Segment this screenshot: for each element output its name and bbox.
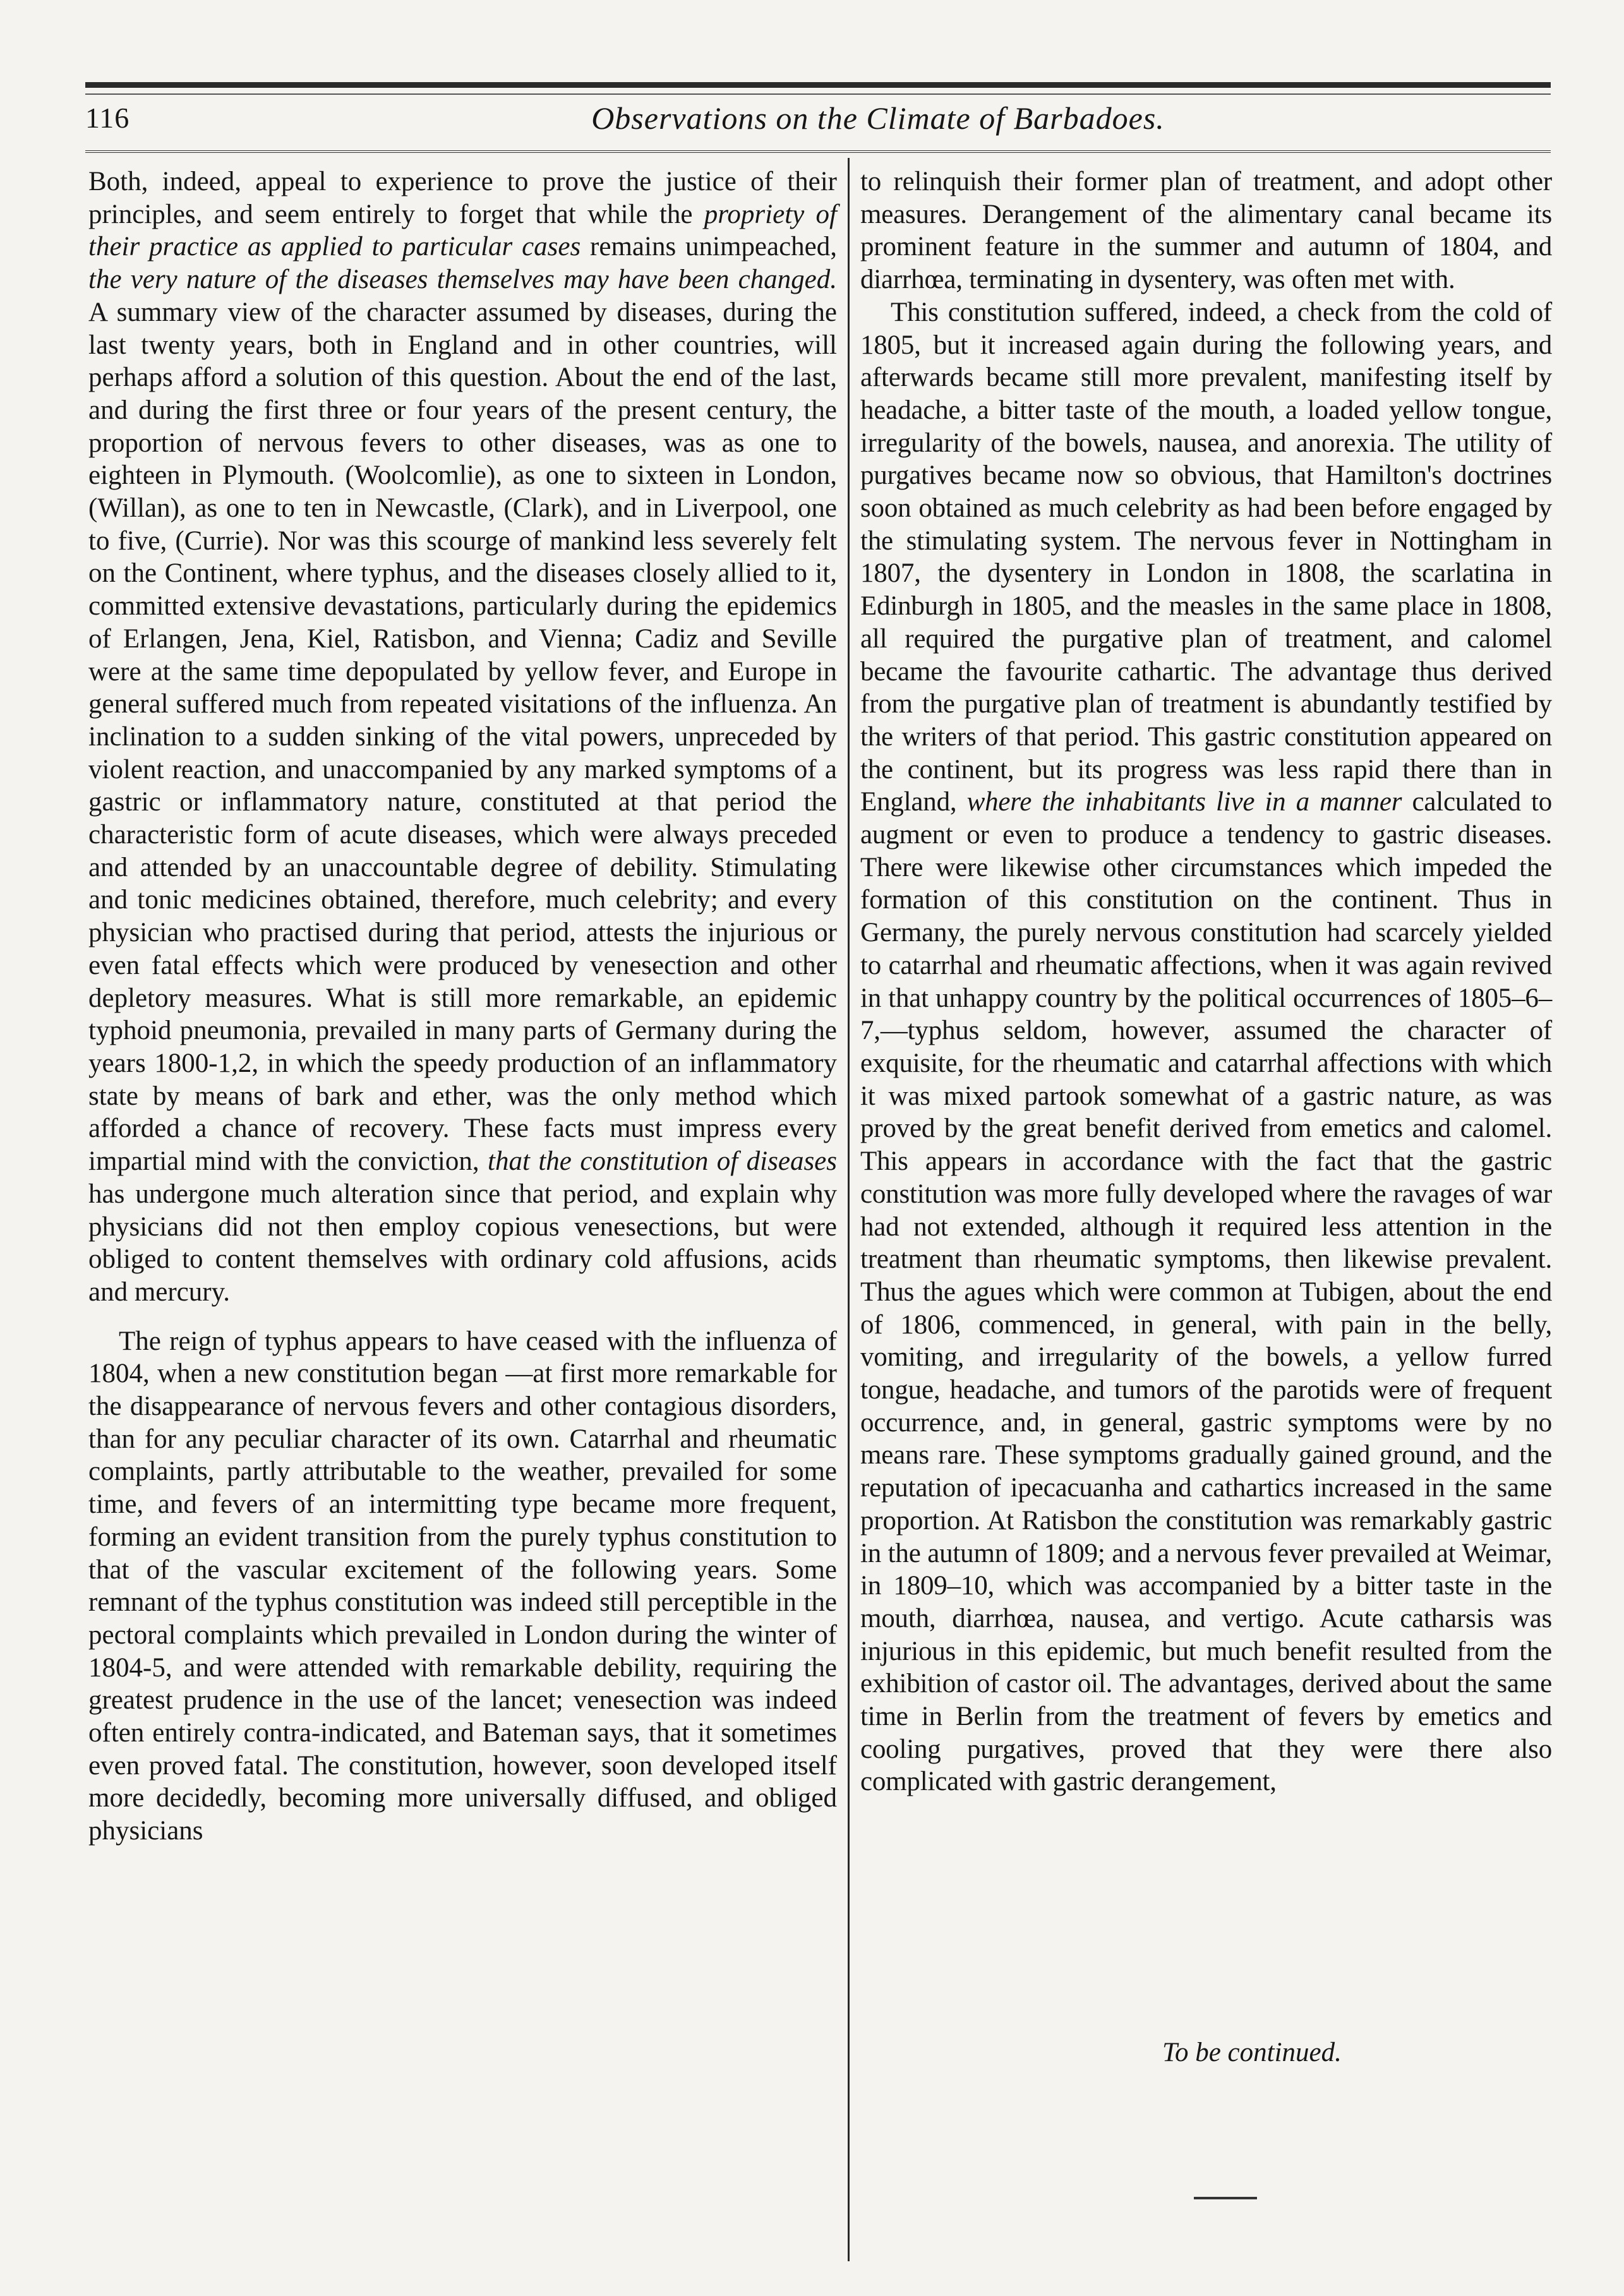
to-be-continued: To be continued. <box>1162 2038 1342 2067</box>
text-run: calculated to augment or even to produce a tendency to gastric diseases. There were likewise other circumstances which impeded the formation of this constitution on the continent. Thus in Germany, the purely nervous constitution had scarcely yielded to catarrhal and rheumatic affections, when it was again revived in that unhappy country by the political occurrences of 1805–6–7,—typhus seldom, however, assumed the character of exquisite, for the rheumatic and catarrhal affections with which it was mixed partook somewhat of a gastric nature, as was proved by the great benefit derived from emetics and calomel. This appears in accordance with the fact that the gastric constitution was more fully developed where the ravages of war had not extended, although it required less attention in the treatment than rheumatic symptoms, then likewise prevalent. Thus the agues which were common at Tubigen, about the end of 1806, commenced, in general, with pain in the belly, vomiting, and irregularity of the bowels, a yellow furred tongue, headache, and tumors of the parotids were of frequent occurrence, and, in general, gastric symptoms were by no means rare. These symptoms gradually gained ground, and the reputation of ipecacuanha and cathartics increased in the same proportion. At Ratisbon the constitution was remarkably gastric in the autumn of 1809; and a nervous fever prevailed at Weimar, in 1809–10, which was accompanied by a bitter taste in the mouth, diarrhœa, nausea, and vertigo. Acute catharsis was injurious in this epidemic, but much benefit resulted from the exhibition of castor oil. The advantages, derived about the same time in Berlin from the treatment of fevers by emetics and cooling purgatives, proved that they were there also complicated with gastric derangement, <box>860 787 1553 1797</box>
italic-run: propriety of their practice as applied to particular cases <box>88 199 837 262</box>
header-rule <box>85 150 1551 153</box>
text-run: remains unimpeached, <box>580 232 837 262</box>
running-title: Observations on the Climate of Barbadoes. <box>591 100 1165 136</box>
text-run: Both, indeed, appeal to experience to prove the justice of their principles, and seem entirely to forget that while the <box>88 167 837 229</box>
right-column <box>860 165 1552 1798</box>
left-paragraph-1 <box>88 165 837 1309</box>
page-number: 116 <box>85 102 130 134</box>
column-divider <box>848 158 850 2261</box>
text-run: A summary view of the character assumed by diseases, during the last twenty years, both in England and in other countries, will perhaps afford a solution of this question. About the end of the last, and during the first three or four years of the present century, the proportion of nervous fevers to other diseases, was as one to eighteen in Plymouth. (Woolcomlie), as one to sixteen in London, (Willan), as one to ten in Newcastle, (Clark), and in Liverpool, one to five, (Currie). Nor was this scourge of mankind less severely felt on the Continent, where typhus, and the diseases closely allied to it, committed extensive devastations, particularly during the epidemics of Erlangen, Jena, Kiel, Ratisbon, and Vienna; Cadiz and Seville were at the same time depopulated by yellow fever, and Europe in general suffered much from repeated visitations of the influenza. An inclination to a sudden sinking of the vital powers, unpreceded by violent reaction, and unaccompanied by any marked symptoms of a gastric or inflammatory nature, constituted at that period the characteristic form of acute diseases, which were always preceded and attended by an unaccountable degree of debility. Stimulating and tonic medicines obtained, therefore, much celebrity; and every physician who practised during that period, attests the injurious or even fatal effects which were produced by venesection and other depletory measures. What is still more remarkable, an epidemic typhoid pneumonia, prevailed in many parts of Germany during the years 1800-1,2, in which the speedy production of an inflammatory state by means of bark and ether, was the only method which afforded a chance of recovery. These facts must impress every impartial mind with the conviction, <box>88 297 837 1177</box>
text-run: has undergone much alteration since that period, and explain why physicians did not then employ copious venesections, but were obliged to content themselves with ordinary cold affusions, acids and mercury. <box>88 1179 837 1307</box>
top-rule-thin <box>85 93 1551 95</box>
italic-run: that the constitution of diseases <box>488 1146 838 1177</box>
text-run: This constitution suffered, indeed, a check from the cold of 1805, but it increased again during the following years, and afterwards became still more prevalent, manifesting itself by headache, a bitter taste of the mouth, a loaded yellow tongue, irregularity of the bowels, nausea, and anorexia. The utility of purgatives became now so obvious, that Hamilton's doctrines soon obtained as much celebrity as had been before engaged by the stimulating system. The nervous fever in Nottingham in 1807, the dysentery in London in 1808, the scarlatina in Edinburgh in 1805, and the measles in the same place in 1808, all required the purgative plan of treatment, and calomel became the favourite cathartic. The advantage thus derived from the purgative plan of treatment is abundantly testified by the writers of that period. This gastric constitution appeared on the continent, but its progress was less rapid there than in England, <box>860 297 1552 817</box>
end-rule <box>1194 2197 1257 2199</box>
top-rule <box>85 82 1551 88</box>
right-paragraph-2 <box>860 296 1552 1798</box>
right-paragraph-1: to relinquish their former plan of treatment, and adopt other measures. Derangement of the alimentary canal became its prominent feature in the summer and autumn of 1804, and diarrhœa, terminating in dysentery, was often met with. <box>860 167 1552 295</box>
italic-run: where the inhabitants live in a manner <box>966 787 1402 817</box>
italic-run: the very nature of the diseases themselves may have been changed. <box>88 265 837 295</box>
left-paragraph-2: The reign of typhus appears to have ceased with the influenza of 1804, when a new constitution began —at first more remarkable for the disappearance of nervous fevers and other contagious disorders, than for any peculiar character of its own. Catarrhal and rheumatic complaints, partly attributable to the weather, prevailed for some time, and fevers of an intermitting type became more frequent, forming an evident transition from the purely typhus constitution to that of the vascular excitement of the following years. Some remnant of the typhus constitution was indeed still perceptible in the pectoral complaints which prevailed in London during the winter of 1804-5, and were attended with remarkable debility, requiring the greatest prudence in the use of the lancet; venesection was indeed often entirely contra-indicated, and Bateman says, that it sometimes even proved fatal. The constitution, however, soon developed itself more decidedly, becoming more universally diffused, and obliged physicians <box>88 1326 837 1846</box>
left-column <box>88 165 837 1848</box>
